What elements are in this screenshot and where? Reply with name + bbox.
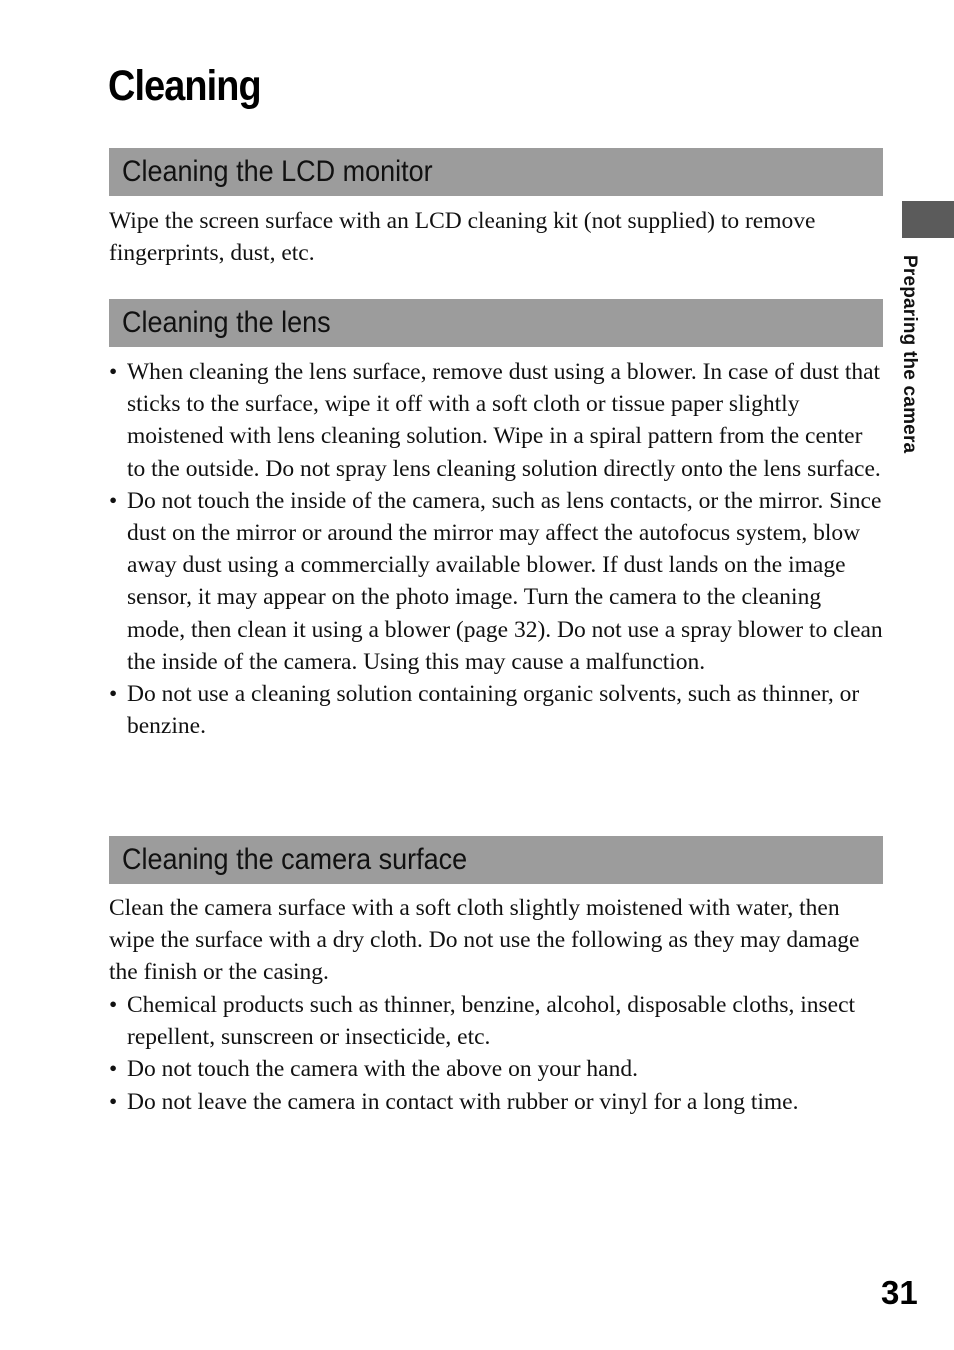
section-header-lcd-monitor bbox=[109, 148, 883, 196]
page-number: 31 bbox=[881, 1274, 918, 1311]
lens-bullet-list bbox=[109, 356, 884, 742]
camera-surface-paragraph: Clean the camera surface with a soft cloth slightly moistened with water, then wipe the surface with a dry cloth. Do not use the following as they may damage the finish or the casing. bbox=[109, 895, 860, 986]
list-item: • Do not touch the camera with the above on your hand. bbox=[109, 1053, 884, 1085]
section-heading-text: Cleaning the camera surface bbox=[122, 843, 468, 876]
section-heading-text: Cleaning the LCD monitor bbox=[122, 155, 433, 188]
page-title: Cleaning bbox=[108, 62, 261, 110]
list-item: • Chemical products such as thinner, benzine, alcohol, disposable cloths, insect repellent, sunscreen or insecticide, etc. bbox=[109, 989, 884, 1053]
list-item: • When cleaning the lens surface, remove dust using a blower. In case of dust that sticks to the surface, wipe it off with a soft cloth or tissue paper slightly moistened with lens cleaning solution. Wipe in a spiral pattern from the center to the outside. Do not spray lens cleaning solution directly onto the lens surface. bbox=[109, 356, 884, 485]
chapter-tab-marker bbox=[902, 201, 954, 238]
lcd-monitor-paragraph: Wipe the screen surface with an LCD cleaning kit (not supplied) to remove fingerprints, dust, etc. bbox=[109, 208, 816, 267]
section-heading-text: Cleaning the lens bbox=[122, 306, 331, 339]
list-item: • Do not leave the camera in contact with rubber or vinyl for a long time. bbox=[109, 1086, 884, 1118]
section-header-camera-surface bbox=[109, 836, 883, 884]
camera-surface-bullet-list bbox=[109, 989, 884, 1118]
chapter-side-label: Preparing the camera bbox=[899, 255, 920, 454]
list-item: • Do not touch the inside of the camera, such as lens contacts, or the mirror. Since dust on the mirror or around the mirror may affect the autofocus system, blow away dust using a commercially available blower. If dust lands on the image sensor, it may appear on the photo image. Turn the camera to the cleaning mode, then clean it using a blower (page 32). Do not use a spray blower to clean the inside of the camera. Using this may cause a malfunction. bbox=[109, 485, 884, 678]
list-item: • Do not use a cleaning solution containing organic solvents, such as thinner, or benzine. bbox=[109, 678, 884, 742]
section-header-lens bbox=[109, 299, 883, 347]
